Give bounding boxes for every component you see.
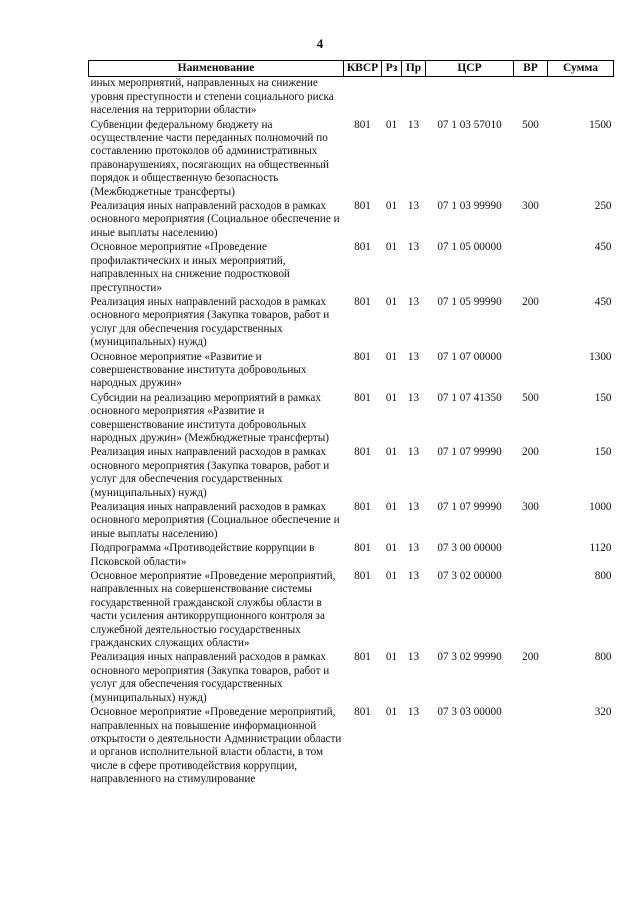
row-rz [382,77,402,119]
row-pr: 13 [407,118,420,131]
table-row [89,351,614,392]
row-rz: 01 [385,241,398,254]
row-name: Основное мероприятие «Развитие и совершенствование института добровольных народных дружин» [90,350,307,390]
table-row [89,501,614,542]
row-rz: 01 [385,200,398,213]
row-name: иных мероприятий, направленных на снижение уровня преступности и степени социального риска населения на территории области» [90,77,334,117]
row-csr: 07 3 00 00000 [437,542,502,555]
header-rz: Рз [382,61,402,77]
row-rz: 01 [385,542,398,555]
row-pr: 13 [407,651,420,664]
budget-table [88,60,614,788]
row-csr: 07 1 05 99990 [437,295,502,308]
row-csr [426,77,514,119]
row-pr: 13 [407,570,420,583]
row-csr: 07 1 07 41350 [437,391,502,404]
table-row [89,706,614,787]
table-row [89,392,614,447]
row-vr [514,351,548,392]
row-sum: 1120 [589,542,612,555]
header-pr: Пр [402,61,426,77]
row-csr: 07 1 05 00000 [437,241,502,254]
row-pr: 13 [407,542,420,555]
row-name: Реализация иных направлений расходов в рамках основного мероприятия (Социальное обеспечение и иные выплаты населению) [90,200,340,239]
table-row [89,542,614,570]
row-name: Субсидии на реализацию мероприятий в рамках основного мероприятия «Развитие и совершенствование института добровольных народных дружин» (Межбюджетные трансферты) [90,391,329,444]
row-rz: 01 [385,570,398,583]
row-kvsr: 801 [354,651,371,664]
row-name: Реализация иных направлений расходов в рамках основного мероприятия (Социальное обеспечение и иные выплаты населению) [90,501,340,540]
header-vr: ВР [514,61,548,77]
row-pr: 13 [407,501,420,513]
table-row [89,119,614,200]
row-csr: 07 1 07 99990 [437,446,502,459]
row-kvsr: 801 [354,542,371,555]
row-vr [514,542,548,570]
row-csr: 07 1 03 99990 [437,200,502,213]
row-sum: 150 [594,391,612,404]
table-header-row [89,61,614,77]
table-row [89,296,614,351]
row-pr: 13 [407,706,420,719]
row-vr [514,77,548,119]
row-sum: 1000 [589,501,612,513]
table-row [89,570,614,651]
row-name: Основное мероприятие «Проведение мероприятий, направленных на повышение информационной открытости о деятельности Администрации области и органов исполнительной власти области, в том числе в сфере противодействия коррупции, направленного на стимулирование [90,706,342,786]
row-vr: 300 [522,501,539,513]
row-vr: 200 [522,295,539,308]
row-sum: 800 [594,570,612,583]
row-name: Основное мероприятие «Проведение мероприятий, направленных на совершенствование системы государственной гражданской службы области в части усиления антикоррупционного контроля за служебной деятельностью государственных гражданских служащих области» [90,570,336,650]
row-rz: 01 [385,295,398,308]
header-csr: ЦСР [426,61,514,77]
row-name: Реализация иных направлений расходов в рамках основного мероприятия (Закупка товаров, работ и услуг для обеспечения государственных (муниципальных) нужд) [90,651,330,704]
row-sum: 1500 [589,118,612,131]
row-pr: 13 [407,391,420,404]
row-rz: 01 [385,446,398,459]
row-kvsr: 801 [354,295,371,308]
row-rz: 01 [385,350,398,363]
row-kvsr: 801 [354,446,371,459]
row-sum: 250 [594,200,612,213]
table-row [89,446,614,501]
row-sum: 800 [594,651,612,664]
row-sum: 1300 [589,350,612,363]
row-kvsr: 801 [354,501,371,513]
row-kvsr: 801 [354,350,371,363]
row-pr: 13 [407,446,420,459]
row-csr: 07 3 03 00000 [437,706,502,719]
row-sum: 450 [594,241,612,254]
row-rz: 01 [385,651,398,664]
row-pr [402,77,426,119]
header-name: Наименование [89,61,344,77]
row-rz: 01 [385,706,398,719]
row-rz: 01 [385,501,398,513]
table-row [89,200,614,241]
row-pr: 13 [407,241,420,254]
row-sum [548,77,614,119]
row-csr: 07 1 07 99990 [437,501,502,513]
row-vr: 500 [522,391,539,404]
row-rz: 01 [385,118,398,131]
row-kvsr [344,77,382,119]
row-csr: 07 3 02 99990 [437,651,502,664]
row-kvsr: 801 [354,241,371,254]
row-name: Основное мероприятие «Проведение профилактических и иных мероприятий, направленных на снижение подростковой преступности» [90,241,290,294]
row-vr [514,570,548,651]
table-row [89,651,614,706]
header-kvsr: КВСР [344,61,382,77]
row-sum: 450 [594,295,612,308]
row-pr: 13 [407,200,420,213]
row-csr: 07 1 07 00000 [437,350,502,363]
row-vr [514,241,548,296]
row-csr: 07 3 02 00000 [437,570,502,583]
row-sum: 320 [594,706,612,719]
row-pr: 13 [407,350,420,363]
row-vr [514,706,548,787]
row-rz: 01 [385,391,398,404]
row-name: Подпрограмма «Противодействие коррупции в Псковской области» [90,542,315,568]
row-pr: 13 [407,295,420,308]
table-row [89,77,614,119]
header-sum: Сумма [548,61,614,77]
row-kvsr: 801 [354,570,371,583]
row-kvsr: 801 [354,391,371,404]
table-row [89,241,614,296]
row-vr: 200 [522,446,539,459]
row-csr: 07 1 03 57010 [437,118,502,131]
row-name: Субвенции федеральному бюджету на осуществление части переданных полномочий по составлению протоколов об административных правонарушениях, посягающих на общественный порядок и общественную безопасность (Межбюджетные трансферты) [90,118,330,198]
row-sum: 150 [594,446,612,459]
row-kvsr: 801 [354,200,371,213]
row-kvsr: 801 [354,706,371,719]
row-vr: 500 [522,118,539,131]
row-kvsr: 801 [354,118,371,131]
row-name: Реализация иных направлений расходов в рамках основного мероприятия (Закупка товаров, работ и услуг для обеспечения государственных (муниципальных) нужд) [90,295,330,349]
page-number: 4 [316,36,324,51]
row-vr: 300 [522,200,539,213]
row-name: Реализация иных направлений расходов в рамках основного мероприятия (Закупка товаров, работ и услуг для обеспечения государственных (муниципальных) нужд) [90,446,330,499]
row-vr: 200 [522,651,539,664]
